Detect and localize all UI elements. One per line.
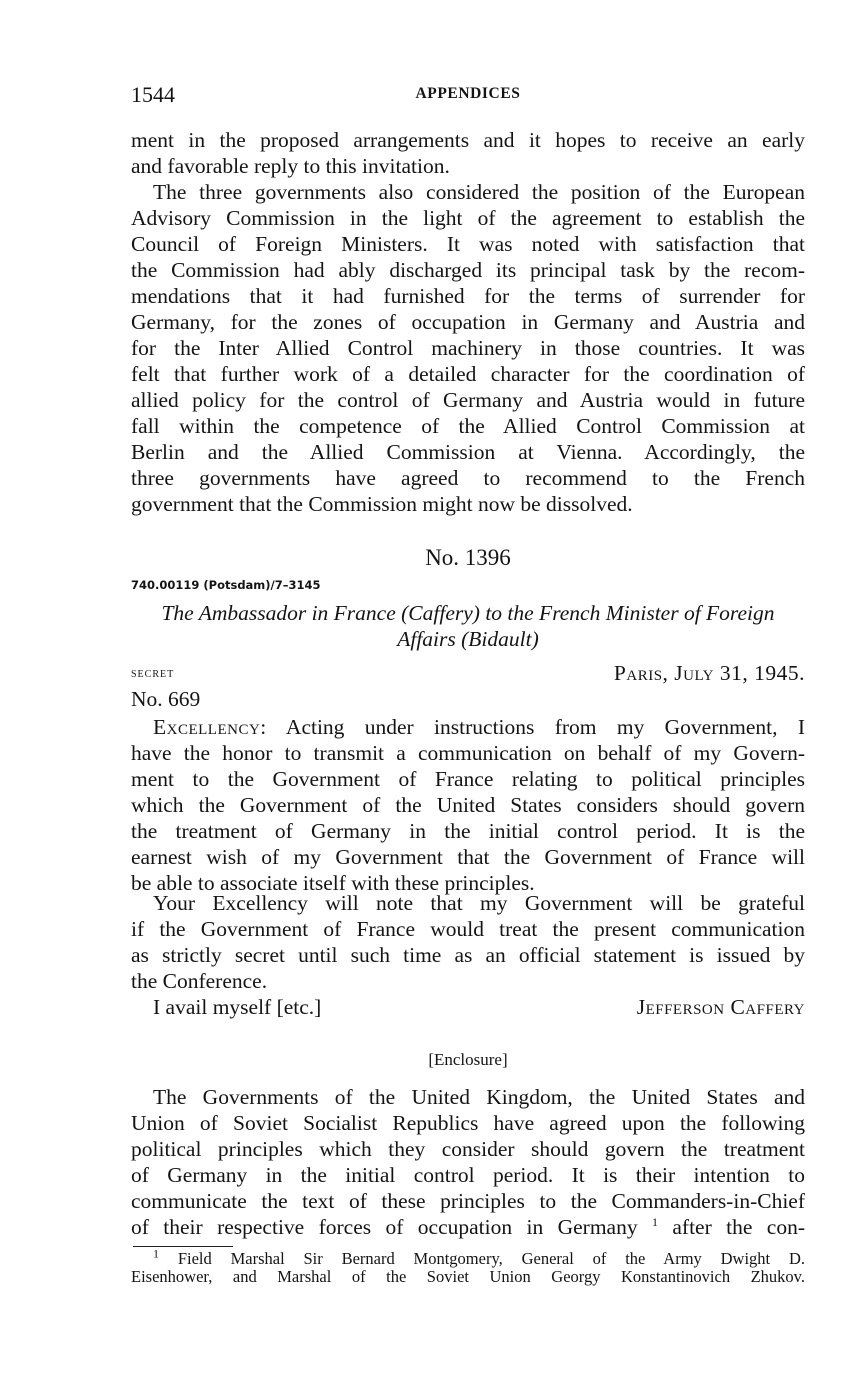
- text-run: of their respective forces of occupation in Germany: [131, 1215, 638, 1239]
- text-line: The three governments also considered the position of the European: [153, 180, 805, 204]
- footnote-rule: [133, 1246, 233, 1247]
- continuation-paragraph: [131, 127, 805, 179]
- document-number: No. 1396: [425, 545, 511, 570]
- document-title-line: Affairs (Bidault): [397, 627, 539, 651]
- text-line: three governments have agreed to recommend to the French: [131, 466, 805, 490]
- text-line: be able to associate itself with these principles.: [131, 871, 535, 895]
- text-line: government that the Commission might now be dissolved.: [131, 492, 633, 516]
- text-line: of Germany in the initial control period. It is their intention to: [131, 1163, 805, 1187]
- text-line: Council of Foreign Ministers. It was noted with satisfaction that: [131, 232, 805, 256]
- text-line: ment to the Government of France relating to political principles: [131, 767, 805, 791]
- text-line: the treatment of Germany in the initial control period. It is the: [131, 819, 805, 843]
- text-line: for the Inter Allied Control machinery in those countries. It was: [131, 336, 805, 360]
- text-run: after the con-: [658, 1215, 805, 1239]
- text-line: Union of Soviet Socialist Republics have agreed upon the following: [131, 1111, 805, 1135]
- closing-row: [131, 994, 805, 1020]
- document-title: [131, 600, 805, 652]
- running-head-title: APPENDICES: [415, 85, 521, 102]
- text-line: the Conference.: [131, 969, 268, 993]
- file-reference: 740.00119 (Potsdam)/7–3145: [131, 578, 321, 592]
- letter-number-row: [131, 686, 805, 712]
- text-line: fall within the competence of the Allied Control Commission at: [131, 414, 805, 438]
- text-line: allied policy for the control of Germany and Austria would in future: [131, 388, 805, 412]
- text-line: communicate the text of these principles to the Commanders-in-Chief: [131, 1189, 805, 1213]
- text-line: The Governments of the United Kingdom, the United States and: [153, 1085, 805, 1109]
- text-line: which the Government of the United States considers should govern: [131, 793, 805, 817]
- page-number: 1544: [131, 82, 175, 107]
- signature: Jefferson Caffery: [636, 995, 805, 1019]
- footnote: [131, 1250, 805, 1286]
- enclosure-label: [Enclosure]: [428, 1050, 508, 1069]
- place-date: Paris, July 31, 1945.: [613, 661, 805, 685]
- text-line: mendations that it had furnished for the terms of surrender for: [131, 284, 805, 308]
- text-line: Your Excellency will note that my Government will be grateful: [153, 891, 805, 915]
- running-header: [131, 82, 805, 110]
- text-line: Advisory Commission in the light of the agreement to establish the: [131, 206, 805, 230]
- classification-label: secret: [131, 665, 175, 681]
- text-run: Acting under instructions from my Government, I: [266, 715, 805, 739]
- text-line: and favorable reply to this invitation.: [131, 154, 450, 178]
- enclosure-paragraph: [131, 1084, 805, 1240]
- text-line: felt that further work of a detailed character for the coordination of: [131, 362, 805, 386]
- commission-paragraph: [131, 179, 805, 517]
- document-title-line: The Ambassador in France (Caffery) to the French Minister of Foreign: [161, 601, 775, 625]
- salutation: Excellency:: [153, 715, 267, 739]
- letter-paragraph-2: [131, 890, 805, 994]
- text-line: Berlin and the Allied Commission at Vienna. Accordingly, the: [131, 440, 805, 464]
- letter-paragraph-1: [131, 714, 805, 896]
- footnote-reference: 1: [652, 1214, 658, 1229]
- text-line: [131, 1214, 805, 1240]
- footnote-line: Eisenhower, and Marshal of the Soviet Union Georgy Konstantinovich Zhukov.: [131, 1268, 805, 1286]
- text-line: Germany, for the zones of occupation in Germany and Austria and: [131, 310, 805, 334]
- text-line: earnest wish of my Government that the Government of France will: [131, 845, 805, 869]
- text-line: political principles which they consider should govern the treatment: [131, 1137, 805, 1161]
- text-line: the Commission had ably discharged its principal task by the recom-: [131, 258, 805, 282]
- letter-number: No. 669: [131, 687, 201, 711]
- footnote-line: [131, 1250, 805, 1268]
- text-line: [131, 714, 805, 740]
- footnote-marker: 1: [153, 1250, 159, 1261]
- text-line: if the Government of France would treat the present communication: [131, 917, 805, 941]
- text-line: have the honor to transmit a communication on behalf of my Govern-: [131, 741, 805, 765]
- text-line: as strictly secret until such time as an official statement is issued by: [131, 943, 805, 967]
- closing: I avail myself [etc.]: [153, 995, 322, 1019]
- text-line: ment in the proposed arrangements and it hopes to receive an early: [131, 128, 805, 152]
- classification-row: [131, 660, 805, 686]
- text-run: Field Marshal Sir Bernard Montgomery, General of the Army Dwight D.: [159, 1250, 805, 1268]
